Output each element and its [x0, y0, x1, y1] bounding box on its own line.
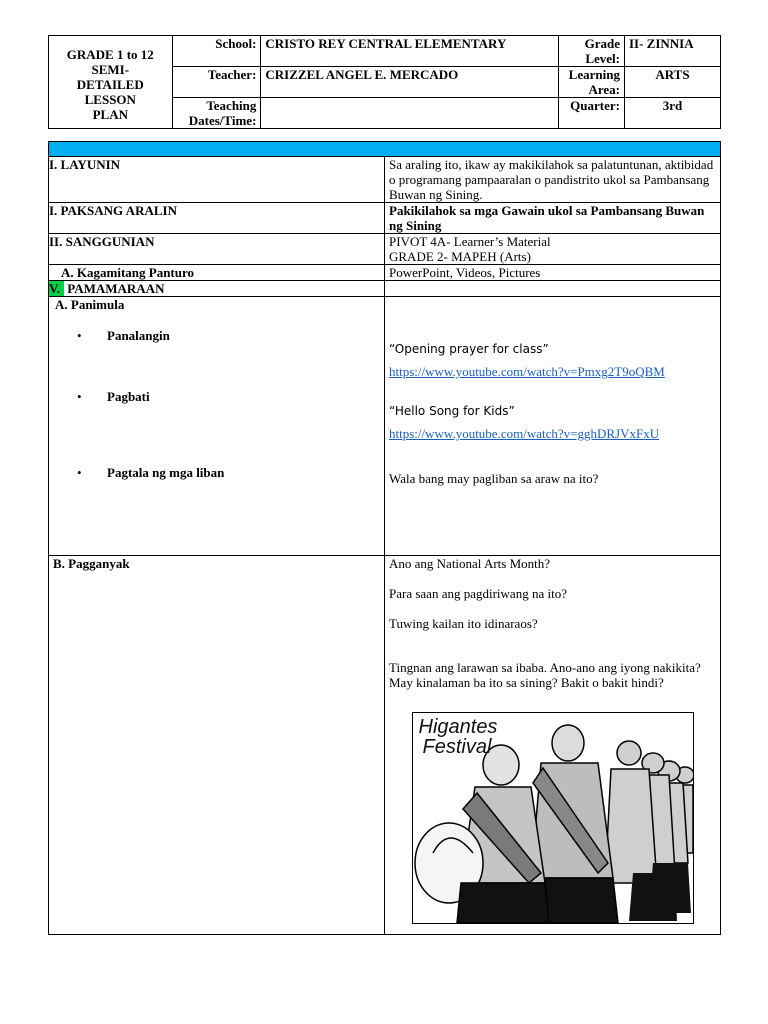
title-line: LESSON	[84, 91, 136, 107]
title-line: GRADE 1 to 12	[66, 46, 154, 62]
school-value: CRISTO REY CENTRAL ELEMENTARY	[261, 36, 558, 67]
panimula-item	[53, 465, 380, 480]
paksa-label: I. PAKSANG ARALIN	[49, 203, 385, 234]
panimula-item-label: Pagtala ng mga liban	[107, 465, 225, 480]
kagamitan-text: PowerPoint, Videos, Pictures	[385, 265, 721, 281]
pagganyak-details	[385, 556, 721, 935]
image-caption-line: Higantes	[418, 716, 498, 738]
teacher-label: Teacher:	[172, 67, 261, 98]
paksa-text: Pakikilahok sa mga Gawain ukol sa Pambansang Buwan ng Sining	[385, 203, 721, 234]
pamamaraan-label	[49, 281, 385, 297]
question: Tingnan ang larawan sa ibaba. Ano-ano ang iyong nakikita? May kinalaman ba ito sa sining? Bakit o bakit hindi?	[389, 660, 701, 690]
section-divider	[49, 142, 721, 157]
sanggunian-line: PIVOT 4A- Learner’s Material	[389, 234, 551, 249]
layunin-text: Sa araling ito, ikaw ay makikilahok sa palatuntunan, aktibidad o programang pampaaralan o pandistrito ukol sa Pambansang Buwan ng Sining.	[385, 157, 721, 203]
panimula-item-label: Pagbati	[107, 389, 150, 404]
prayer-link[interactable]: https://www.youtube.com/watch?v=Pmxg2T9oQBM	[389, 364, 665, 379]
empty-cell	[385, 281, 721, 297]
dates-value	[261, 98, 558, 129]
sanggunian-label: II. SANGGUNIAN	[49, 234, 385, 265]
question: Tuwing kailan ito idinaraos?	[389, 616, 538, 631]
quarter-label: Quarter:	[558, 98, 624, 129]
image-caption-line: Festival	[422, 736, 492, 758]
quarter-value: 3rd	[624, 98, 720, 129]
bullet-icon: •	[77, 389, 82, 404]
teacher-value: CRIZZEL ANGEL E. MERCADO	[261, 67, 558, 98]
pagganyak-label: B. Pagganyak	[49, 556, 385, 935]
school-label: School:	[172, 36, 261, 67]
grade-value: II- ZINNIA	[624, 36, 720, 67]
panimula-cell	[49, 297, 385, 556]
pamamaraan-number: V.	[49, 281, 64, 296]
panimula-item	[53, 389, 380, 404]
bullet-icon: •	[77, 328, 82, 343]
title-line: DETAILED	[76, 76, 144, 92]
hello-song-text: “Hello Song for Kids”	[389, 404, 515, 418]
lesson-plan-body	[48, 141, 721, 935]
question: Para saan ang pagdiriwang na ito?	[389, 586, 567, 601]
prayer-text: “Opening prayer for class”	[389, 342, 549, 356]
lesson-plan-header	[48, 35, 721, 129]
panimula-item-label: Panalangin	[107, 328, 170, 343]
hello-song-link[interactable]: https://www.youtube.com/watch?v=gghDRJVxFxU	[389, 426, 660, 441]
dates-label: Teaching Dates/Time:	[172, 98, 261, 129]
panimula-label: A. Panimula	[55, 297, 125, 312]
higantes-festival-image	[412, 712, 694, 924]
panimula-details	[385, 297, 721, 556]
question: Ano ang National Arts Month?	[389, 556, 551, 571]
area-value: ARTS	[624, 67, 720, 98]
title-line: SEMI-	[91, 61, 130, 77]
pamamaraan-title: PAMAMARAAN	[67, 281, 165, 296]
bullet-icon: •	[77, 465, 82, 480]
area-label: Learning Area:	[558, 67, 624, 98]
lesson-plan-title	[49, 36, 173, 129]
layunin-label: I. LAYUNIN	[49, 157, 385, 203]
absent-question: Wala bang may pagliban sa araw na ito?	[389, 471, 599, 486]
sanggunian-line: GRADE 2- MAPEH (Arts)	[389, 249, 531, 264]
grade-label: Grade Level:	[558, 36, 624, 67]
image-caption	[419, 717, 498, 757]
kagamitan-label: A. Kagamitang Panturo	[49, 265, 385, 281]
panimula-item	[53, 328, 380, 343]
title-line: PLAN	[92, 106, 128, 122]
sanggunian-text	[385, 234, 721, 265]
